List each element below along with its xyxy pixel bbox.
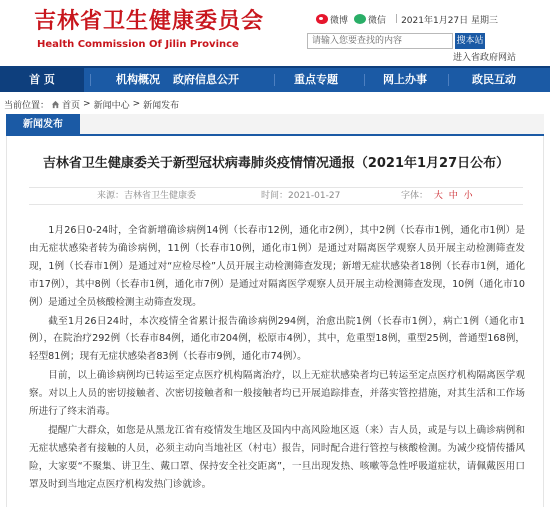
font-size-label: 字体：: [401, 191, 429, 201]
breadcrumb-home[interactable]: 首页: [62, 100, 81, 111]
search-button[interactable]: 搜本站: [455, 33, 485, 49]
wechat-icon: [354, 14, 366, 24]
breadcrumb-prefix: 当前位置：: [4, 100, 50, 111]
nav-divider: [448, 74, 449, 86]
font-medium-button[interactable]: 中: [448, 191, 458, 201]
source-value: 吉林省卫生健康委: [124, 191, 197, 201]
breadcrumb-separator: >: [132, 99, 141, 109]
site-title[interactable]: 吉林省卫生健康委员会: [34, 9, 265, 34]
nav-item-services[interactable]: 网上办事: [383, 73, 427, 86]
search-input[interactable]: 请输入您要查找的内容: [307, 33, 453, 49]
weibo-icon: [316, 14, 328, 24]
site-header: [0, 0, 550, 62]
breadcrumb-news-release[interactable]: 新闻发布: [143, 100, 180, 111]
weibo-label: 微博: [330, 15, 349, 26]
article-source: [97, 188, 196, 205]
topbar: [316, 10, 498, 28]
article-date: 时间：2021-01-27: [261, 191, 341, 201]
home-icon: [51, 100, 60, 109]
section-tab-bar: [6, 114, 544, 136]
article: [6, 136, 544, 507]
font-large-button[interactable]: 大: [433, 191, 443, 201]
article-body: [29, 222, 525, 495]
wechat-label: 微信: [368, 15, 387, 26]
nav-item-about[interactable]: 机构概况: [116, 73, 160, 86]
article-meta: [29, 187, 523, 205]
nav-item-gov-info[interactable]: 政府信息公开: [173, 73, 239, 86]
article-paragraph: 提醒广大群众，如您是从黑龙江省有疫情发生地区及国内中高风险地区返（来）吉人员，或是与以上确诊病例和无症状感染者有接触的人员，必须主动向当地社区（村屯）报告，同时配合进行管控与核酸检测。为减少疫情传播风险，大家要“不聚集、讲卫生、戴口罩、保持安全社交距离”，一旦出现发热、咳嗽等急性呼吸道症状，请佩戴医用口罩及时到当地定点医疗机构发热门诊就诊。: [29, 424, 525, 490]
site-title-en: Health Commission Of Jilin Province: [37, 39, 239, 50]
nav-item-home[interactable]: 首 页: [0, 68, 84, 92]
article-paragraph: 截至1月26日24时，本次疫情全省累计报告确诊病例294例，治愈出院1例（长春市1例），病亡1例（通化市1例），在院治疗292例（长春市84例，通化市204例，松原市4例），其中，危重型18例，重型25例，普通型168例，轻型81例；现有无症状感染者83例（长春市9例，通化市74例）。: [29, 315, 525, 363]
province-gov-link[interactable]: 进入省政府网站: [453, 53, 517, 63]
article-paragraph: 1月26日0-24时，全省新增确诊病例14例（长春市12例，通化市2例），其中2例（长春市1例，通化市1例）是由无症状感染者转为确诊病例，11例（长春市10例，通化市1例）是通过对隔离医学观察人员开展主动检测筛查发现，1例（长春市1例）是通过对“应检尽检”人员开展主动检测筛查发现；新增无症状感染者18例（长春市1例，通化市17例），其中8例（长春市1例，通化市7例）是通过对隔离医学观察人员开展主动检测筛查发现，10例（通化市10例）是通过全员核酸检测主动筛查发现。: [29, 225, 525, 308]
article-title: 吉林省卫生健康委关于新型冠状病毒肺炎疫情情况通报（2021年1月27日公布）: [42, 156, 510, 171]
breadcrumb-separator: >: [83, 99, 91, 109]
tab-news-release[interactable]: 新闻发布: [6, 114, 80, 136]
font-small-button[interactable]: 小: [463, 191, 473, 201]
main-nav: [0, 66, 550, 92]
article-paragraph: 目前，以上确诊病例均已转运至定点医疗机构隔离治疗，以上无症状感染者均已转运至定点医疗机构隔离医学观察。对以上人员的密切接触者、次密切接触者和一般接触者均已开展追踪排查，并落实管控措施，对其生活和工作场所进行了终末消毒。: [29, 370, 525, 418]
wechat-link[interactable]: [354, 13, 386, 26]
nav-divider: [90, 74, 91, 86]
current-date: 2021年1月27日 星期三: [401, 15, 499, 26]
breadcrumb-news-center[interactable]: 新闻中心: [93, 100, 130, 111]
font-size-controls: [401, 188, 473, 205]
breadcrumb: [4, 97, 179, 111]
nav-item-interaction[interactable]: 政民互动: [472, 73, 516, 86]
nav-item-topics[interactable]: 重点专题: [294, 73, 338, 86]
weibo-link[interactable]: [316, 13, 348, 26]
source-label: 来源：: [97, 191, 125, 201]
topbar-divider: |: [395, 14, 399, 24]
